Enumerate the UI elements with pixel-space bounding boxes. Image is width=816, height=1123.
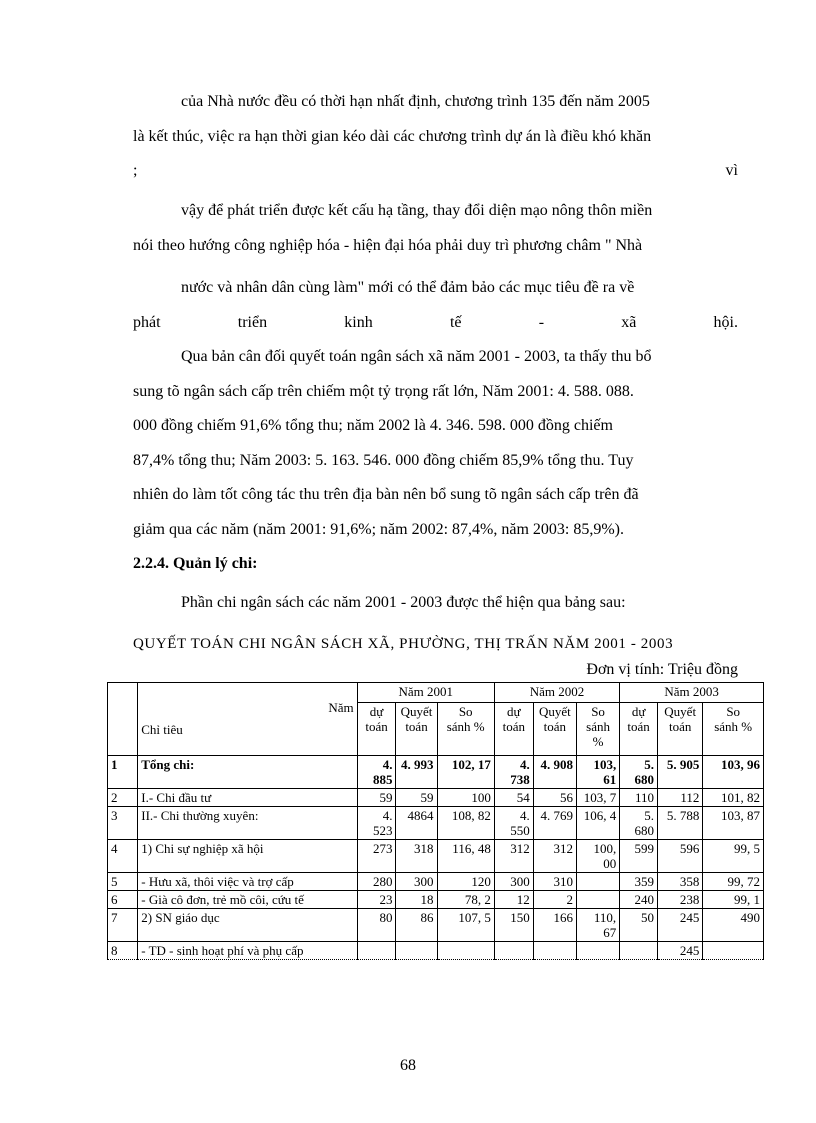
- cell-text: 120: [471, 874, 491, 889]
- cell-text: 245: [679, 910, 700, 925]
- header-du-toan: dự toán: [494, 702, 533, 755]
- table-cell: [437, 873, 494, 891]
- table-row: [108, 840, 764, 873]
- para-word: -: [538, 314, 545, 331]
- row-label: - Già cô đơn, trẻ mồ côi, cứu tế: [138, 891, 357, 909]
- cell-text: 110: [634, 790, 654, 805]
- table-cell: [533, 942, 576, 960]
- table-row: [108, 756, 764, 789]
- table-cell: [576, 909, 619, 942]
- table-cell: [357, 756, 396, 789]
- header-quyet-toan: Quyết toán: [533, 702, 576, 755]
- header-quyet-toan: Quyết toán: [658, 702, 703, 755]
- header-so-sanh: So sánh %: [703, 702, 764, 755]
- row-label: II.- Chi thường xuyên:: [138, 807, 357, 840]
- table-cell: [357, 891, 396, 909]
- para-line: vậy để phát triển được kết cấu hạ tầng, thay đổi diện mạo nông thôn miền: [181, 202, 653, 219]
- row-number: 3: [108, 807, 138, 840]
- cell-text: 78, 2: [464, 892, 491, 907]
- table-cell: [357, 789, 396, 807]
- cell-text: 102, 17: [451, 757, 491, 772]
- table-cell: [658, 942, 703, 960]
- table-cell: [494, 840, 533, 873]
- para-line: nhiên do làm tốt công tác thu trên địa bàn nên bổ sung tõ ngân sách cấp trên đã: [133, 486, 639, 503]
- cell-text: 50: [641, 910, 654, 925]
- header-year-2002: Năm 2002: [494, 683, 619, 703]
- para-line: [133, 161, 738, 181]
- section-heading: 2.2.4. Quản lý chi:: [133, 555, 258, 572]
- row-label: - TD - sinh hoạt phí và phụ cấp: [138, 942, 357, 960]
- table-cell: [658, 789, 703, 807]
- cell-text: 18: [420, 892, 434, 907]
- para-line: sung tõ ngân sách cấp trên chiếm một tỷ trọng rất lớn, Năm 2001: 4. 588. 088.: [133, 383, 634, 400]
- table-cell: [703, 840, 764, 873]
- cell-text: 107, 5: [458, 910, 491, 925]
- table-cell: [658, 756, 703, 789]
- row-number: 7: [108, 909, 138, 942]
- cell-text: 4. 769: [540, 808, 573, 823]
- table-row: [108, 909, 764, 942]
- table-cell: [533, 840, 576, 873]
- cell-text: 59: [379, 790, 393, 805]
- cell-text: 5. 788: [666, 808, 700, 823]
- cell-text: 80: [379, 910, 393, 925]
- table-cell: [620, 909, 658, 942]
- cell-text: 86: [420, 910, 434, 925]
- table-cell: [396, 891, 437, 909]
- table-cell: [703, 909, 764, 942]
- table-row: [108, 807, 764, 840]
- table-cell: [620, 840, 658, 873]
- cell-text: 5.: [644, 808, 654, 823]
- cell-text: 280: [372, 874, 393, 889]
- table-cell: [576, 789, 619, 807]
- header-year-2001: Năm 2001: [357, 683, 494, 703]
- cell-text: 103, 87: [721, 808, 760, 823]
- cell-text: 103,: [593, 757, 617, 772]
- cell-text: 550: [510, 823, 530, 838]
- table-cell: [533, 756, 576, 789]
- budget-table: [107, 682, 764, 960]
- table-cell: [437, 807, 494, 840]
- cell-text: 240: [634, 892, 654, 907]
- header-no-cell: [108, 683, 138, 756]
- table-cell: [494, 789, 533, 807]
- cell-text: 5. 905: [666, 757, 700, 772]
- table-cell: [576, 873, 619, 891]
- table-cell: [533, 891, 576, 909]
- row-number: 2: [108, 789, 138, 807]
- cell-text: 112: [680, 790, 700, 805]
- table-cell: [396, 909, 437, 942]
- cell-text: 359: [634, 874, 654, 889]
- para-line: là kết thúc, việc ra hạn thời gian kéo dài các chương trình dự án là điều khó khăn: [133, 128, 652, 145]
- header-chitieu: Chỉ tiêu: [141, 722, 183, 737]
- table-cell: [357, 909, 396, 942]
- cell-text: 100,: [593, 841, 617, 856]
- row-label: 1) Chi sự nghiệp xã hội: [138, 840, 357, 873]
- cell-text: 358: [679, 874, 700, 889]
- para-line-justified: [133, 313, 738, 333]
- table-cell: [576, 756, 619, 789]
- table-cell: [576, 891, 619, 909]
- cell-text: 273: [372, 841, 393, 856]
- page-number: 68: [400, 1057, 416, 1074]
- cell-text: 738: [510, 772, 530, 787]
- cell-text: 885: [372, 772, 393, 787]
- para-line: 000 đồng chiếm 91,6% tổng thu; năm 2002 là 4. 346. 598. 000 đồng chiếm: [133, 417, 613, 434]
- cell-text: 67: [603, 925, 617, 940]
- header-du-toan: dự toán: [357, 702, 396, 755]
- table-cell: [357, 873, 396, 891]
- row-number: 1: [108, 756, 138, 789]
- cell-text: 312: [510, 841, 530, 856]
- table-row: [108, 873, 764, 891]
- header-row-years: [108, 683, 764, 703]
- cell-text: 4864: [407, 808, 434, 823]
- table-cell: [357, 807, 396, 840]
- para-word: hội.: [713, 314, 738, 331]
- table-cell: [494, 942, 533, 960]
- table-cell: [533, 873, 576, 891]
- table-cell: [437, 756, 494, 789]
- table-cell: [396, 840, 437, 873]
- cell-text: 245: [679, 943, 700, 958]
- header-diagonal: [141, 684, 353, 754]
- table-cell: [396, 789, 437, 807]
- para-word: ;: [133, 162, 138, 179]
- table-cell: [620, 942, 658, 960]
- table-cell: [494, 807, 533, 840]
- table-cell: [703, 789, 764, 807]
- cell-text: 110,: [593, 910, 617, 925]
- row-label: - Hưu xã, thôi việc và trợ cấp: [138, 873, 357, 891]
- cell-text: 100: [471, 790, 491, 805]
- table-cell: [703, 807, 764, 840]
- para-word: tế: [449, 314, 462, 331]
- row-number: 8: [108, 942, 138, 960]
- table-cell: [703, 756, 764, 789]
- table-cell: [703, 873, 764, 891]
- para-line: nói theo hướng công nghiệp hóa - hiện đại hóa phải duy trì phương châm " Nhà: [133, 237, 643, 254]
- cell-text: 4.: [382, 808, 393, 823]
- cell-text: 523: [372, 823, 393, 838]
- para-line: nước và nhân dân cùng làm" mới có thể đảm bảo các mục tiêu đề ra về: [181, 279, 635, 296]
- row-label: I.- Chi đầu tư: [138, 789, 357, 807]
- cell-text: 61: [603, 772, 617, 787]
- para-word: triển: [237, 314, 268, 331]
- row-label: 2) SN giáo dục: [138, 909, 357, 942]
- table-cell: [576, 942, 619, 960]
- cell-text: 680: [634, 823, 654, 838]
- cell-text: 312: [553, 841, 573, 856]
- cell-text: 101, 82: [721, 790, 760, 805]
- cell-text: 680: [634, 772, 654, 787]
- table-cell: [576, 807, 619, 840]
- header-nam: Năm: [328, 700, 354, 715]
- para-line: của Nhà nước đều có thời hạn nhất định, chương trình 135 đến năm 2005: [181, 93, 650, 110]
- table-cell: [658, 873, 703, 891]
- table-cell: [658, 909, 703, 942]
- header-du-toan: dự toán: [620, 702, 658, 755]
- row-number: 6: [108, 891, 138, 909]
- cell-text: 99, 72: [727, 874, 760, 889]
- cell-text: 310: [553, 874, 573, 889]
- table-unit: Đơn vị tính: Triệu đồng: [586, 661, 738, 678]
- para-line: Qua bản cân đối quyết toán ngân sách xã năm 2001 - 2003, ta thấy thu bổ: [181, 348, 652, 365]
- cell-text: 12: [516, 892, 530, 907]
- cell-text: 99, 1: [734, 892, 760, 907]
- table-row: [108, 891, 764, 909]
- cell-text: 300: [510, 874, 530, 889]
- table-cell: [396, 942, 437, 960]
- para-line: 87,4% tổng thu; Năm 2003: 5. 163. 546. 000 đồng chiếm 85,9% tổng thu. Tuy: [133, 452, 634, 469]
- cell-text: 318: [414, 841, 434, 856]
- header-year-2003: Năm 2003: [620, 683, 764, 703]
- table-cell: [357, 840, 396, 873]
- table-cell: [437, 891, 494, 909]
- cell-text: 238: [679, 892, 700, 907]
- table-cell: [533, 789, 576, 807]
- table-cell: [620, 789, 658, 807]
- cell-text: 150: [510, 910, 530, 925]
- row-number: 4: [108, 840, 138, 873]
- header-chitieu-cell: [138, 683, 357, 756]
- table-cell: [620, 756, 658, 789]
- cell-text: 4. 908: [540, 757, 573, 772]
- para-line: Phần chi ngân sách các năm 2001 - 2003 được thể hiện qua bảng sau:: [181, 594, 626, 611]
- table-row: [108, 789, 764, 807]
- header-so-sanh: So sánh %: [576, 702, 619, 755]
- para-word: kinh: [344, 314, 373, 331]
- cell-text: 4.: [382, 757, 393, 772]
- cell-text: 00: [603, 856, 617, 871]
- table-cell: [437, 789, 494, 807]
- table-cell: [494, 756, 533, 789]
- table-cell: [620, 891, 658, 909]
- cell-text: 2: [566, 892, 573, 907]
- table-cell: [620, 807, 658, 840]
- table-cell: [494, 873, 533, 891]
- table-cell: [396, 873, 437, 891]
- cell-text: 599: [634, 841, 654, 856]
- cell-text: 596: [679, 841, 700, 856]
- table-cell: [703, 942, 764, 960]
- table-cell: [620, 873, 658, 891]
- cell-text: 490: [740, 910, 760, 925]
- cell-text: 4.: [519, 808, 530, 823]
- header-so-sanh: So sánh %: [437, 702, 494, 755]
- table-cell: [494, 909, 533, 942]
- cell-text: 103, 7: [583, 790, 617, 805]
- table-cell: [437, 840, 494, 873]
- table-body: [108, 756, 764, 960]
- table-cell: [703, 891, 764, 909]
- cell-text: 23: [379, 892, 393, 907]
- cell-text: 103, 96: [721, 757, 760, 772]
- cell-text: 4. 993: [401, 757, 434, 772]
- table-cell: [494, 891, 533, 909]
- table-row: [108, 942, 764, 960]
- cell-text: 54: [516, 790, 530, 805]
- para-word: xã: [621, 314, 637, 331]
- table-cell: [576, 840, 619, 873]
- cell-text: 166: [553, 910, 573, 925]
- para-word: vì: [725, 162, 738, 179]
- table-cell: [533, 807, 576, 840]
- table-cell: [437, 942, 494, 960]
- cell-text: 4.: [519, 757, 530, 772]
- cell-text: 99, 5: [734, 841, 760, 856]
- table-cell: [437, 909, 494, 942]
- cell-text: 106, 4: [583, 808, 617, 823]
- row-number: 5: [108, 873, 138, 891]
- cell-text: 5.: [644, 757, 654, 772]
- cell-text: 116, 48: [452, 841, 491, 856]
- cell-text: 300: [414, 874, 434, 889]
- table-cell: [658, 891, 703, 909]
- table-cell: [396, 807, 437, 840]
- header-quyet-toan: Quyết toán: [396, 702, 437, 755]
- table-cell: [357, 942, 396, 960]
- table-cell: [658, 807, 703, 840]
- table-cell: [533, 909, 576, 942]
- para-word: phát: [133, 314, 161, 331]
- table-cell: [396, 756, 437, 789]
- table-title: QUYẾT TOÁN CHI NGÂN SÁCH XÃ, PHƯỜNG, THỊ TRẤN NĂM 2001 - 2003: [133, 636, 674, 652]
- row-label: Tổng chi:: [138, 756, 357, 789]
- cell-text: 59: [420, 790, 434, 805]
- cell-text: 56: [559, 790, 573, 805]
- table-cell: [658, 840, 703, 873]
- cell-text: 108, 82: [451, 808, 491, 823]
- para-line: giảm qua các năm (năm 2001: 91,6%; năm 2002: 87,4%, năm 2003: 85,9%).: [133, 521, 625, 538]
